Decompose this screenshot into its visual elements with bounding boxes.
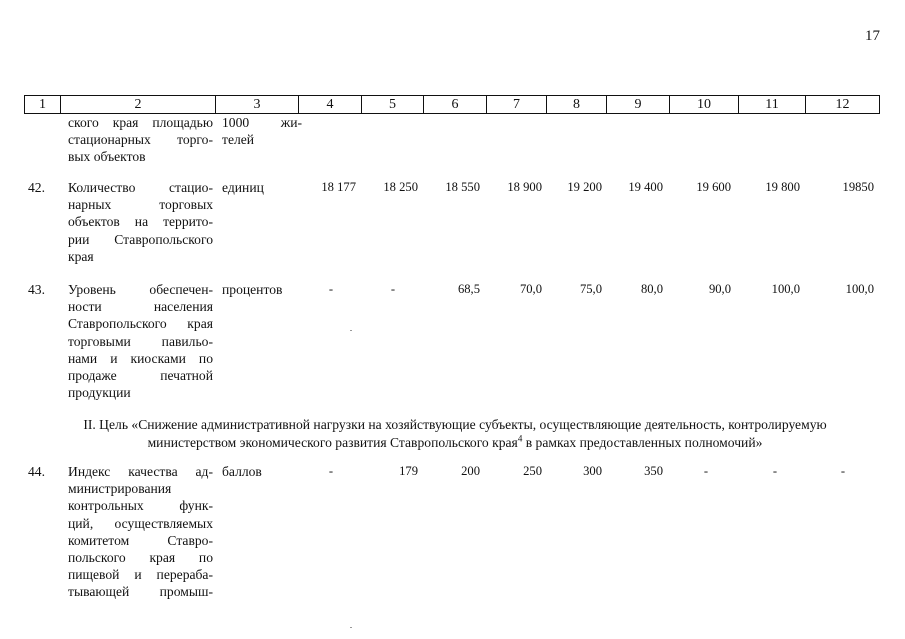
value-cell: - [840, 464, 846, 478]
value-cell: 250 [523, 464, 542, 478]
indicator-unit [222, 281, 302, 298]
indicator-unit [222, 463, 302, 480]
column-header-9: 9 [607, 96, 670, 114]
column-header-4: 4 [299, 96, 362, 114]
value-cell: 18 250 [383, 180, 418, 194]
name-line: Уровень обеспечен- [68, 282, 213, 297]
indicator-name [68, 114, 213, 166]
value-cell: - [390, 282, 396, 296]
indicator-unit [222, 179, 302, 196]
value-cell: 100,0 [845, 282, 874, 296]
name-line: Ставропольского края [68, 316, 213, 332]
name-line: польского края по [68, 550, 213, 566]
scan-speck [350, 330, 352, 331]
unit-text: процентов [222, 282, 283, 297]
name-line: края [68, 248, 94, 264]
value-cell: 18 900 [507, 180, 542, 194]
value-cell: - [328, 464, 334, 478]
footnote-marker: 4 [517, 433, 523, 444]
name-line: торговыми павильо- [68, 333, 213, 349]
value-cell: 80,0 [640, 282, 663, 296]
value-cell: 75,0 [579, 282, 602, 296]
name-line: стационарных торго- [68, 132, 213, 148]
column-header-10: 10 [670, 96, 739, 114]
page-number: 17 [865, 28, 880, 44]
value-cell: - [772, 464, 778, 478]
column-header-8: 8 [547, 96, 607, 114]
column-header-12: 12 [806, 96, 880, 114]
value-cell: 300 [583, 464, 602, 478]
name-line: нами и киосками по [68, 350, 213, 366]
column-header-6: 6 [424, 96, 487, 114]
row-number: 44. [28, 464, 45, 479]
name-line: продаже печатной [68, 368, 213, 384]
value-cell: 90,0 [708, 282, 731, 296]
indicator-name [68, 281, 213, 401]
name-line: продукции [68, 385, 131, 401]
unit-line: 1000 жи- [222, 115, 302, 130]
name-line: министрирования [68, 481, 172, 497]
value-cell: 19 200 [567, 180, 602, 194]
indicator-unit [222, 114, 302, 148]
value-cell: 18 177 [321, 180, 356, 194]
value-cell: 200 [461, 464, 480, 478]
column-header-7: 7 [487, 96, 547, 114]
column-header-1: 1 [25, 96, 61, 114]
goal-heading [30, 416, 880, 452]
name-line: ций, осуществляемых [68, 515, 213, 531]
value-cell: - [328, 282, 334, 296]
column-header-2: 2 [61, 96, 216, 114]
goal-line-2-text: министерством экономического развития Ставропольского края [147, 435, 518, 450]
name-line: ского края площадью [68, 115, 213, 130]
name-line: вых объектов [68, 149, 146, 165]
column-header-3: 3 [216, 96, 299, 114]
goal-line-1: II. Цель «Снижение административной нагрузки на хозяйствующие субъекты, осуществляющие деятельность, контролируемую [83, 417, 827, 432]
name-line: Индекс качества ад- [68, 464, 213, 479]
value-cell: 19 400 [628, 180, 663, 194]
unit-line: телей [222, 132, 255, 148]
name-line: контрольных функ- [68, 498, 213, 514]
column-header-5: 5 [362, 96, 424, 114]
goal-line-2-tail: в рамках предоставленных полномочий» [522, 435, 763, 450]
column-header-11: 11 [739, 96, 806, 114]
value-cell: - [703, 464, 709, 478]
value-cell: 19 600 [696, 180, 731, 194]
scan-speck [350, 627, 352, 628]
column-header-row [24, 95, 880, 114]
row-number: 42. [28, 180, 45, 195]
name-line: комитетом Ставро- [68, 532, 213, 548]
name-line: объектов на террито- [68, 214, 213, 230]
goal-line-2 [30, 434, 880, 452]
unit-text: баллов [222, 464, 262, 479]
value-cell: 19850 [842, 180, 874, 194]
name-line: рии Ставропольского [68, 231, 213, 247]
name-line: нарных торговых [68, 197, 213, 213]
value-cell: 100,0 [771, 282, 800, 296]
value-cell: 19 800 [765, 180, 800, 194]
name-line: ности населения [68, 299, 213, 315]
value-cell: 179 [399, 464, 418, 478]
value-cell: 350 [644, 464, 663, 478]
indicator-name [68, 179, 213, 265]
indicator-name [68, 463, 213, 601]
unit-text: единиц [222, 180, 264, 195]
name-line: пищевой и перераба- [68, 567, 213, 583]
row-number: 43. [28, 282, 45, 297]
value-cell: 18 550 [445, 180, 480, 194]
name-line: тывающей промыш- [68, 584, 213, 600]
name-line: Количество стацио- [68, 180, 213, 195]
value-cell: 70,0 [519, 282, 542, 296]
value-cell: 68,5 [457, 282, 480, 296]
